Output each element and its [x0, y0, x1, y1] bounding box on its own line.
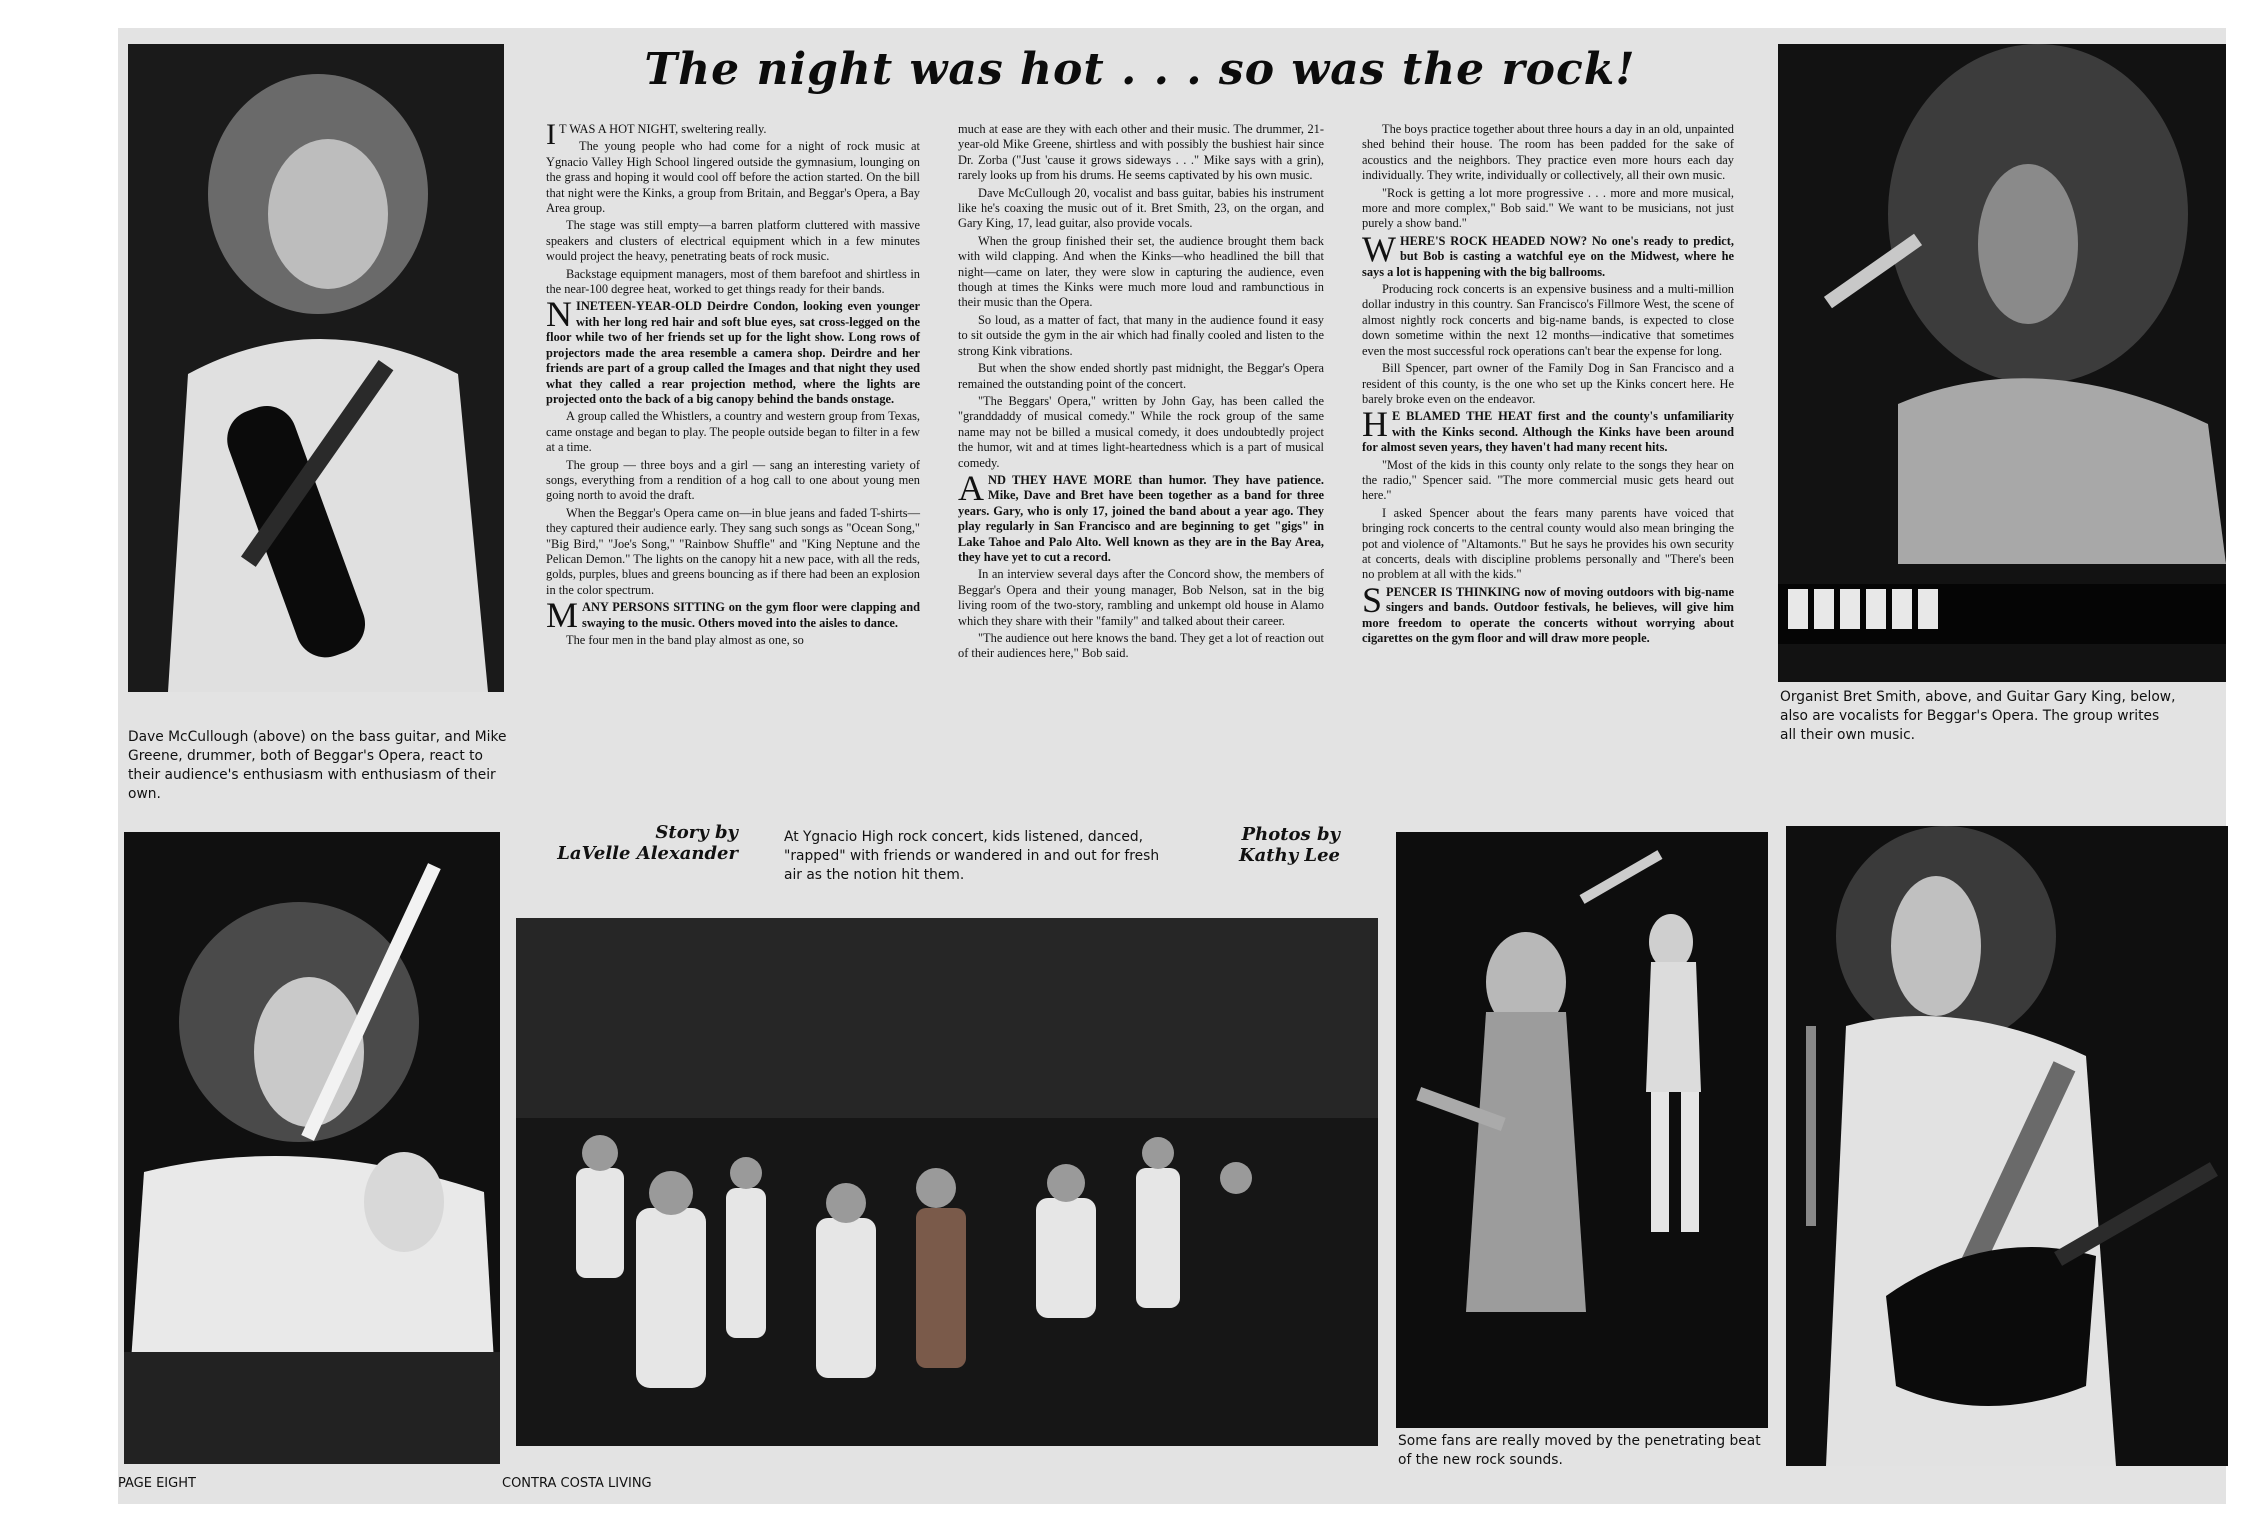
article-paragraph: "Rock is getting a lot more progressive . . . more and more musical, more and more complex," Bob said." We want to be musicians, not just purely a show band." — [1362, 185, 1734, 231]
article-paragraph — [546, 595, 920, 636]
paragraph-text: ND THEY HAVE MORE than humor. They have patience. Mike, Dave and Bret have been together as a band for three years. Gary, who is only 17, joined the band about a year ago. They play regularly in San Francisco and are beginning to get "gigs" in Lake Tahoe and Palo Alto. Well known as they are in the Bay Area, they have yet to cut a record. — [958, 472, 1324, 564]
article-paragraph: "The Beggars' Opera," written by John Gay, has been called the "granddaddy of musical comedy." While the rock group of the same name may not be billed a musical comedy, it does undoubtedly project the humor, wit and at times light-heartedness which is a part of musical comedy. — [958, 393, 1324, 470]
footer-section: CONTRA COSTA LIVING — [502, 1476, 652, 1491]
article-paragraph: "The audience out here knows the band. They get a lot of reaction out of their audiences here," Bob said. — [958, 631, 1324, 661]
article-paragraph — [546, 118, 920, 151]
article-paragraph: But when the show ended shortly past midnight, the Beggar's Opera remained the outstanding point of the concert. — [958, 361, 1324, 391]
photo-bass-guitarist — [128, 44, 504, 692]
article-paragraph: When the Beggar's Opera came on—in blue jeans and faded T-shirts—they captured their audience early. They sang such songs as "Ocean Song," "Big Bird," "Joe's Song," "Rainbow Shuffle" and "King Neptune and the Pelican Demon." The lights on the canopy hit a new pace, with all the reds, golds, purples, blues and greens bouncing as if there had been an explosion in the color spectrum. — [546, 505, 920, 597]
paragraph-text: HERE'S ROCK HEADED NOW? No one's ready to predict, but Bob is casting a watchful eye on the Midwest, where he says a lot is happening with the big ballrooms. — [1362, 233, 1734, 279]
caption-organ-guitar: Organist Bret Smith, above, and Guitar Gary King, below, also are vocalists for Beggar's Opera. The group writes all their own music. — [1780, 689, 2176, 743]
article-paragraph: The four men in the band play almost as one, so — [566, 633, 804, 647]
byline-story — [526, 822, 738, 864]
photo-drummer — [124, 832, 500, 1464]
article-paragraph: When the group finished their set, the audience brought them back with wild clapping. And when the Kinks—who headlined the bill that night—came on later, they were slow in capturing the audience, even though at times the Kinks were much more loud and rambunctious in their music than the Opera. — [958, 233, 1324, 310]
article-paragraph: In an interview several days after the Concord show, the members of Beggar's Opera and their young manager, Bob Nelson, sat in the big living room of the two-story, rambling and unkempt old house in Alamo which they share with their "family" and talked about their career. — [958, 567, 1324, 628]
paragraph-text: E BLAMED THE HEAT first and the county's unfamiliarity with the Kinks second. Although the Kinks have been around for almost seven years, they haven't had many recent hits. — [1362, 409, 1734, 455]
paragraph-text: ANY PERSONS SITTING on the gym floor were clapping and swaying to the music. Others moved into the aisles to dance. — [582, 600, 920, 630]
drop-cap: I — [546, 118, 556, 151]
caption-fans: Some fans are really moved by the penetrating beat of the new rock sounds. — [1398, 1433, 1761, 1468]
footer-page-number: PAGE EIGHT — [118, 1476, 196, 1491]
photo-guitarist — [1786, 826, 2228, 1466]
article-paragraph: "Most of the kids in this county only relate to the songs they hear on the radio," Spencer said. "The more commercial music gets heard out here." — [1362, 457, 1734, 503]
article-paragraph: A group called the Whistlers, a country and western group from Texas, came onstage and began to play. The people outside began to filter in a few at a time. — [546, 409, 920, 455]
article-column-2 — [958, 122, 1324, 664]
article-paragraph: The stage was still empty—a barren platform cluttered with massive speakers and clusters of electrical equipment which in a few minutes would project the heavy, penetrating beats of rock music. — [546, 218, 920, 264]
photo-organist — [1778, 44, 2226, 682]
article-paragraph: Backstage equipment managers, most of them barefoot and shirtless in the near-100 degree heat, worked to get things ready for their bands. — [546, 266, 920, 297]
article-paragraph — [1362, 579, 1734, 647]
article-paragraph: Dave McCullough 20, vocalist and bass guitar, babies his instrument like he's coaxing the music out of it. Bret Smith, 23, on the organ, and Gary King, 17, lead guitar, also provide vocals. — [958, 185, 1324, 231]
article-paragraph: The boys practice together about three hours a day in an old, unpainted shed behind their house. The room has been padded for the sake of acoustics and the neighbors. They practice even more hours each day individually. They write, individually or collectively, all their own music. — [1362, 122, 1734, 183]
byline-photos-name: Kathy Lee — [1239, 845, 1340, 866]
article-column-3 — [1362, 122, 1734, 648]
caption-crowd: At Ygnacio High rock concert, kids listened, danced, "rapped" with friends or wandered in and out for fresh air as the notion hit them. — [784, 829, 1160, 883]
article-paragraph: So loud, as a matter of fact, that many in the audience found it easy to sit outside the gym in the air which had finally cooled and listen to the strong Kink vibrations. — [958, 312, 1324, 358]
byline-photos — [1192, 824, 1340, 866]
article-paragraph — [546, 294, 920, 407]
article-paragraph: The young people who had come for a night of rock music at Ygnacio Valley High School lingered outside the gymnasium, lounging on the grass and hoping it would cool off before the action started. On the bill that night were the Kinks, a group from Britain, and Beggar's Opera, a Bay Area group. — [546, 139, 920, 216]
article-column-1 — [546, 118, 920, 650]
byline-story-name: LaVelle Alexander — [557, 843, 738, 864]
drop-cap: W — [1362, 228, 1396, 269]
drop-cap: N — [546, 294, 572, 335]
drop-cap: S — [1362, 579, 1383, 620]
article-paragraph: The group — three boys and a girl — sang an interesting variety of songs, everything from a rendition of a hog call to one about young men going north to avoid the draft. — [546, 457, 920, 503]
article-paragraph — [958, 467, 1324, 565]
byline-story-label: Story by — [655, 822, 738, 843]
byline-photos-label: Photos by — [1241, 824, 1340, 845]
paragraph-text: INETEEN-YEAR-OLD Deirdre Condon, looking even younger with her long red hair and soft blue eyes, sat cross-legged on the floor while two of her friends set up for the light show. Long rows of projectors made the area resemble a camera shop. Deirdre and her friends are part of a group called the Images and that night they used what they called a rear projection method, where the lights are projected onto the back of a big canopy behind the bands onstage. — [546, 299, 920, 406]
photo-dancing-fans — [1396, 832, 1768, 1428]
headline: The night was hot . . . so was the rock! — [644, 44, 1636, 95]
article-paragraph: I asked Spencer about the fears many parents have voiced that bringing rock concerts to the central county would also mean bringing the pot and violence of "Altamonts." But he says he provides his own security at concerts, deals with discipline problems personally and "There's been no problem at all with the kids." — [1362, 505, 1734, 582]
article-paragraph: much at ease are they with each other and their music. The drummer, 21-year-old Mike Greene, shirtless and with possibly the bushiest hair since Dr. Zorba ("Just 'cause it grows sideways . . ." Mike says with a grin), rarely looks up from his drums. He seems captivated by his own music. — [958, 122, 1324, 183]
paragraph-text: PENCER IS THINKING now of moving outdoors with big-name singers and bands. Outdoor festivals, he believes, will give him more freedom to operate the concerts without worrying about cigarettes on the gym floor and will draw more people. — [1362, 584, 1734, 645]
article-paragraph — [1362, 404, 1734, 455]
drop-cap: A — [958, 467, 984, 508]
drop-cap: M — [546, 595, 579, 636]
caption-bass-drummer: Dave McCullough (above) on the bass guitar, and Mike Greene, drummer, both of Beggar's Opera, react to their audience's enthusiasm with enthusiasm of their own. — [128, 729, 507, 802]
article-paragraph: Producing rock concerts is an expensive business and a multi-million dollar industry in this country. San Francisco's Fillmore West, the scene of almost nightly rock concerts and big-name bands, is expected to close down sometime within the next 12 months—indicative that sometimes even the most successful rock operations can't bear the expense for long. — [1362, 282, 1734, 358]
drop-cap: H — [1362, 404, 1388, 445]
photo-crowd — [516, 918, 1378, 1446]
article-paragraph: Bill Spencer, part owner of the Family Dog in San Francisco and a resident of this county, is the one who set up the Kinks concert here. He barely broke even on the endeavor. — [1362, 361, 1734, 406]
paragraph-text: T WAS A HOT NIGHT, sweltering really. — [559, 122, 767, 136]
article-paragraph — [1362, 228, 1734, 280]
